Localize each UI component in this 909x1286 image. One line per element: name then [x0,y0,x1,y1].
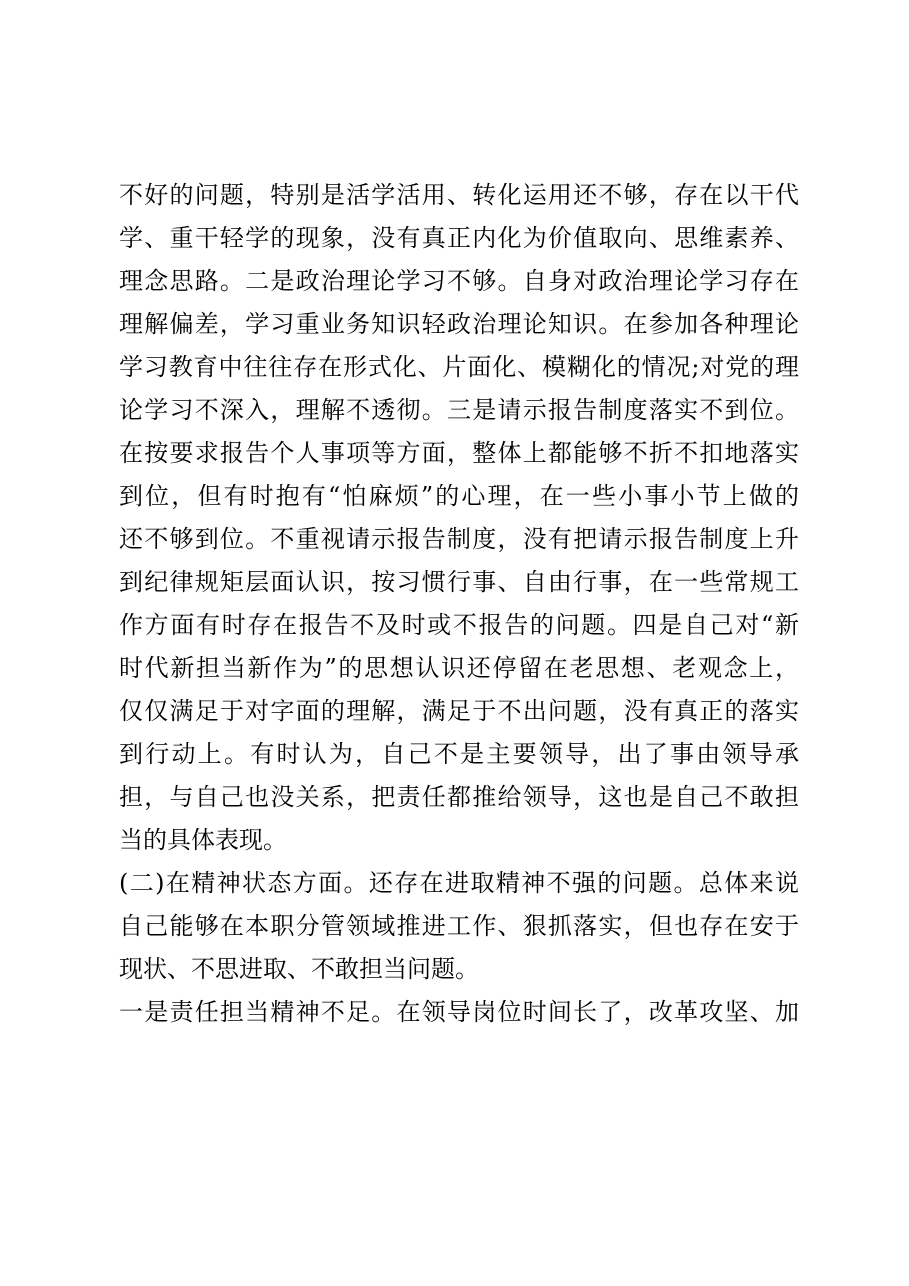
text-line: 理念思路。二是政治理论学习不够。自身对政治理论学习存在 [119,267,799,295]
text-line: 在按要求报告个人事项等方面，整体上都能够不折不扣地落实 [119,439,799,467]
text-line: 不好的问题，特别是活学活用、转化运用还不够，存在以干代 [119,181,799,209]
text-line: 时代新担当新作为”的思想认识还停留在老思想、老观念上， [119,654,799,682]
text-line: 还不够到位。不重视请示报告制度，没有把请示报告制度上升 [119,525,799,553]
text-line: 自己能够在本职分管领域推进工作、狠抓落实，但也存在安于 [119,912,799,940]
text-line: 担，与自己也没关系，把责任都推给领导，这也是自己不敢担 [119,783,799,811]
text-line: 现状、不思进取、不敢担当问题。 [119,955,479,983]
text-line: 到行动上。有时认为，自己不是主要领导，出了事由领导承 [119,740,799,768]
text-line: (二)在精神状态方面。还存在进取精神不强的问题。总体来说 [119,869,799,897]
text-line: 仅仅满足于对字面的理解，满足于不出问题，没有真正的落实 [119,697,799,725]
text-line: 当的具体表现。 [119,826,287,854]
text-line: 论学习不深入，理解不透彻。三是请示报告制度落实不到位。 [119,396,799,424]
text-line: 到位，但有时抱有“怕麻烦”的心理，在一些小事小节上做的 [119,482,799,510]
text-line: 作方面有时存在报告不及时或不报告的问题。四是自己对“新 [119,611,799,639]
text-line: 学、重干轻学的现象，没有真正内化为价值取向、思维素养、 [119,224,799,252]
text-line: 学习教育中往往存在形式化、片面化、模糊化的情况;对党的理 [119,353,799,381]
text-line: 到纪律规矩层面认识，按习惯行事、自由行事，在一些常规工 [119,568,799,596]
text-line: 理解偏差，学习重业务知识轻政治理论知识。在参加各种理论 [119,310,799,338]
text-line: 一是责任担当精神不足。在领导岗位时间长了，改革攻坚、加 [119,998,799,1026]
